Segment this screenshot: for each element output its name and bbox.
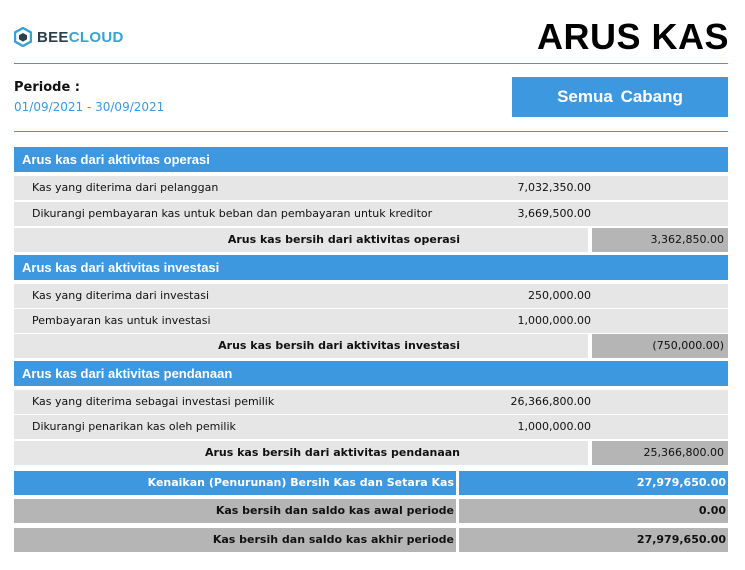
row-value: 1,000,000.00 [517, 314, 591, 327]
row-label: Kas yang diterima dari investasi [32, 289, 210, 302]
summary-closing-balance [14, 528, 728, 552]
summary-net-change [14, 471, 728, 495]
brand-logo [14, 27, 124, 47]
table-row [14, 176, 728, 200]
brand-name [37, 29, 124, 46]
section-header-pendanaan: Arus kas dari aktivitas pendanaan [14, 361, 728, 386]
table-row [14, 415, 728, 439]
summary-value: 27,979,650.00 [459, 528, 728, 552]
row-label: Kas yang diterima dari pelanggan [32, 181, 219, 194]
summary-value: 27,979,650.00 [459, 471, 728, 495]
total-row-investasi [14, 334, 728, 358]
table-row [14, 202, 728, 226]
total-label: Arus kas bersih dari aktivitas pendanaan [14, 441, 588, 465]
row-value: 1,000,000.00 [517, 420, 591, 433]
section-header-operasi: Arus kas dari aktivitas operasi [14, 147, 728, 172]
total-row-operasi [14, 228, 728, 252]
total-value: (750,000.00) [592, 334, 728, 358]
summary-label: Kenaikan (Penurunan) Bersih Kas dan Setara Kas [14, 471, 456, 495]
total-label: Arus kas bersih dari aktivitas investasi [14, 334, 588, 358]
total-value: 25,366,800.00 [592, 441, 728, 465]
summary-value: 0.00 [459, 499, 728, 523]
branch-label: Semua Cabang [512, 77, 728, 117]
summary-opening-balance [14, 499, 728, 523]
row-label: Kas yang diterima sebagai investasi pemilik [32, 395, 275, 408]
brand-name-part2: CLOUD [68, 28, 124, 46]
total-label: Arus kas bersih dari aktivitas operasi [14, 228, 588, 252]
hexagon-logo-icon [14, 27, 32, 47]
row-label: Dikurangi penarikan kas oleh pemilik [32, 420, 236, 433]
row-value: 26,366,800.00 [510, 395, 591, 408]
header-divider [14, 63, 728, 64]
section-header-investasi: Arus kas dari aktivitas investasi [14, 255, 728, 280]
summary-label: Kas bersih dan saldo kas akhir periode [14, 528, 456, 552]
periode-divider [14, 131, 728, 132]
table-row [14, 284, 728, 308]
total-value: 3,362,850.00 [592, 228, 728, 252]
row-value: 250,000.00 [528, 289, 591, 302]
summary-label: Kas bersih dan saldo kas awal periode [14, 499, 456, 523]
row-value: 3,669,500.00 [517, 207, 591, 220]
periode-label: Periode : [14, 80, 80, 95]
row-label: Pembayaran kas untuk investasi [32, 314, 211, 327]
brand-name-part1: BEE [37, 28, 69, 46]
periode-value: 01/09/2021 - 30/09/2021 [14, 100, 165, 114]
row-label: Dikurangi pembayaran kas untuk beban dan pembayaran untuk kreditor [32, 207, 433, 220]
report-title: ARUS KAS [536, 16, 729, 57]
table-row [14, 390, 728, 414]
total-row-pendanaan [14, 441, 728, 465]
row-value: 7,032,350.00 [517, 181, 591, 194]
table-row [14, 309, 728, 333]
